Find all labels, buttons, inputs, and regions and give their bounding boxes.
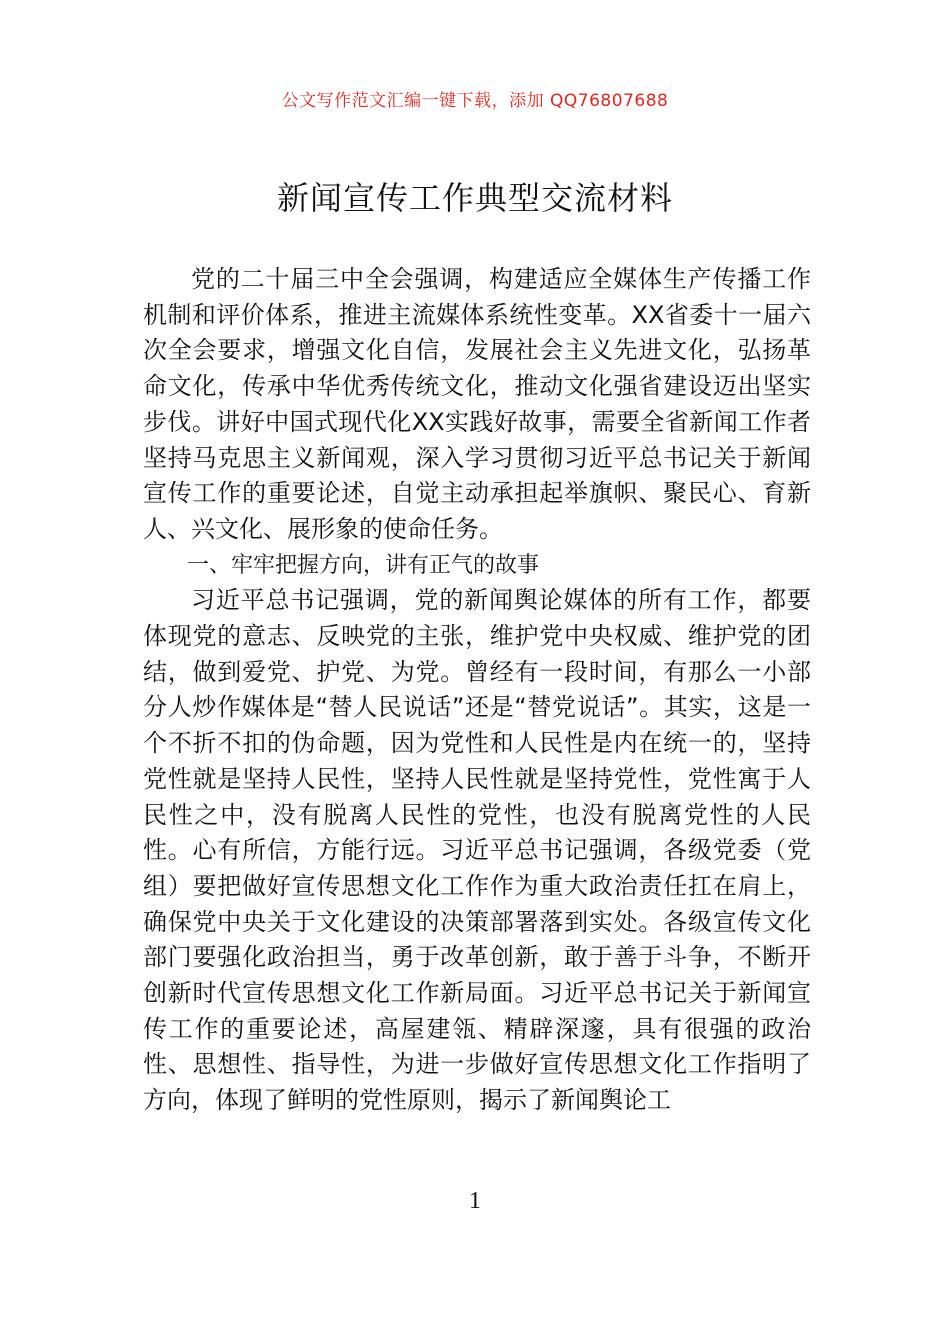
intro-paragraph: 党的二十届三中全会强调，构建适应全媒体生产传播工作机制和评价体系，推进主流媒体系统性变革。XX省委十一届六次全会要求，增强文化自信，发展社会主义先进文化，弘扬革命文化，传承中华优秀传统文化，推动文化强省建设迈出坚实步伐。讲好中国式现代化XX实践好故事，需要全省新闻工作者坚持马克思主义新闻观，深入学习贯彻习近平总书记关于新闻宣传工作的重要论述，自觉主动承担起举旗帜、聚民心、育新人、兴文化、展形象的使命任务。 [143,265,811,543]
document-title: 新闻宣传工作典型交流材料 [276,179,673,217]
page-number: 1 [469,1188,481,1214]
section-heading: 一、牢牢把握方向，讲有正气的故事 [187,552,540,578]
body-paragraph: 习近平总书记强调，党的新闻舆论媒体的所有工作，都要体现党的意志、反映党的主张，维护党中央权威、维护党的团结，做到爱党、护党、为党。曾经有一段时间，有那么一小部分人炒作媒体是“替人民说话”还是“替党说话”。其实，这是一个不折不扣的伪命题，因为党性和人民性是内在统一的，坚持党性就是坚持人民性，坚持人民性就是坚持党性，党性寓于人民性之中，没有脱离人民性的党性，也没有脱离党性的人民性。心有所信，方能行远。习近平总书记强调，各级党委（党组）要把做好宣传思想文化工作作为重大政治责任扛在肩上，确保党中央关于文化建设的决策部署落到实处。各级宣传文化部门要强化政治担当，勇于改革创新，敢于善于斗争，不断开创新时代宣传思想文化工作新局面。习近平总书记关于新闻宣传工作的重要论述，高屋建瓴、精辟深邃，具有很强的政治性、思想性、指导性，为进一步做好宣传思想文化工作指明了方向，体现了鲜明的党性原则，揭示了新闻舆论工 [143,586,811,1115]
download-banner[interactable]: 公文写作范文汇编一键下载，添加 QQ76807688 [281,91,669,111]
document-body [143,262,811,1119]
